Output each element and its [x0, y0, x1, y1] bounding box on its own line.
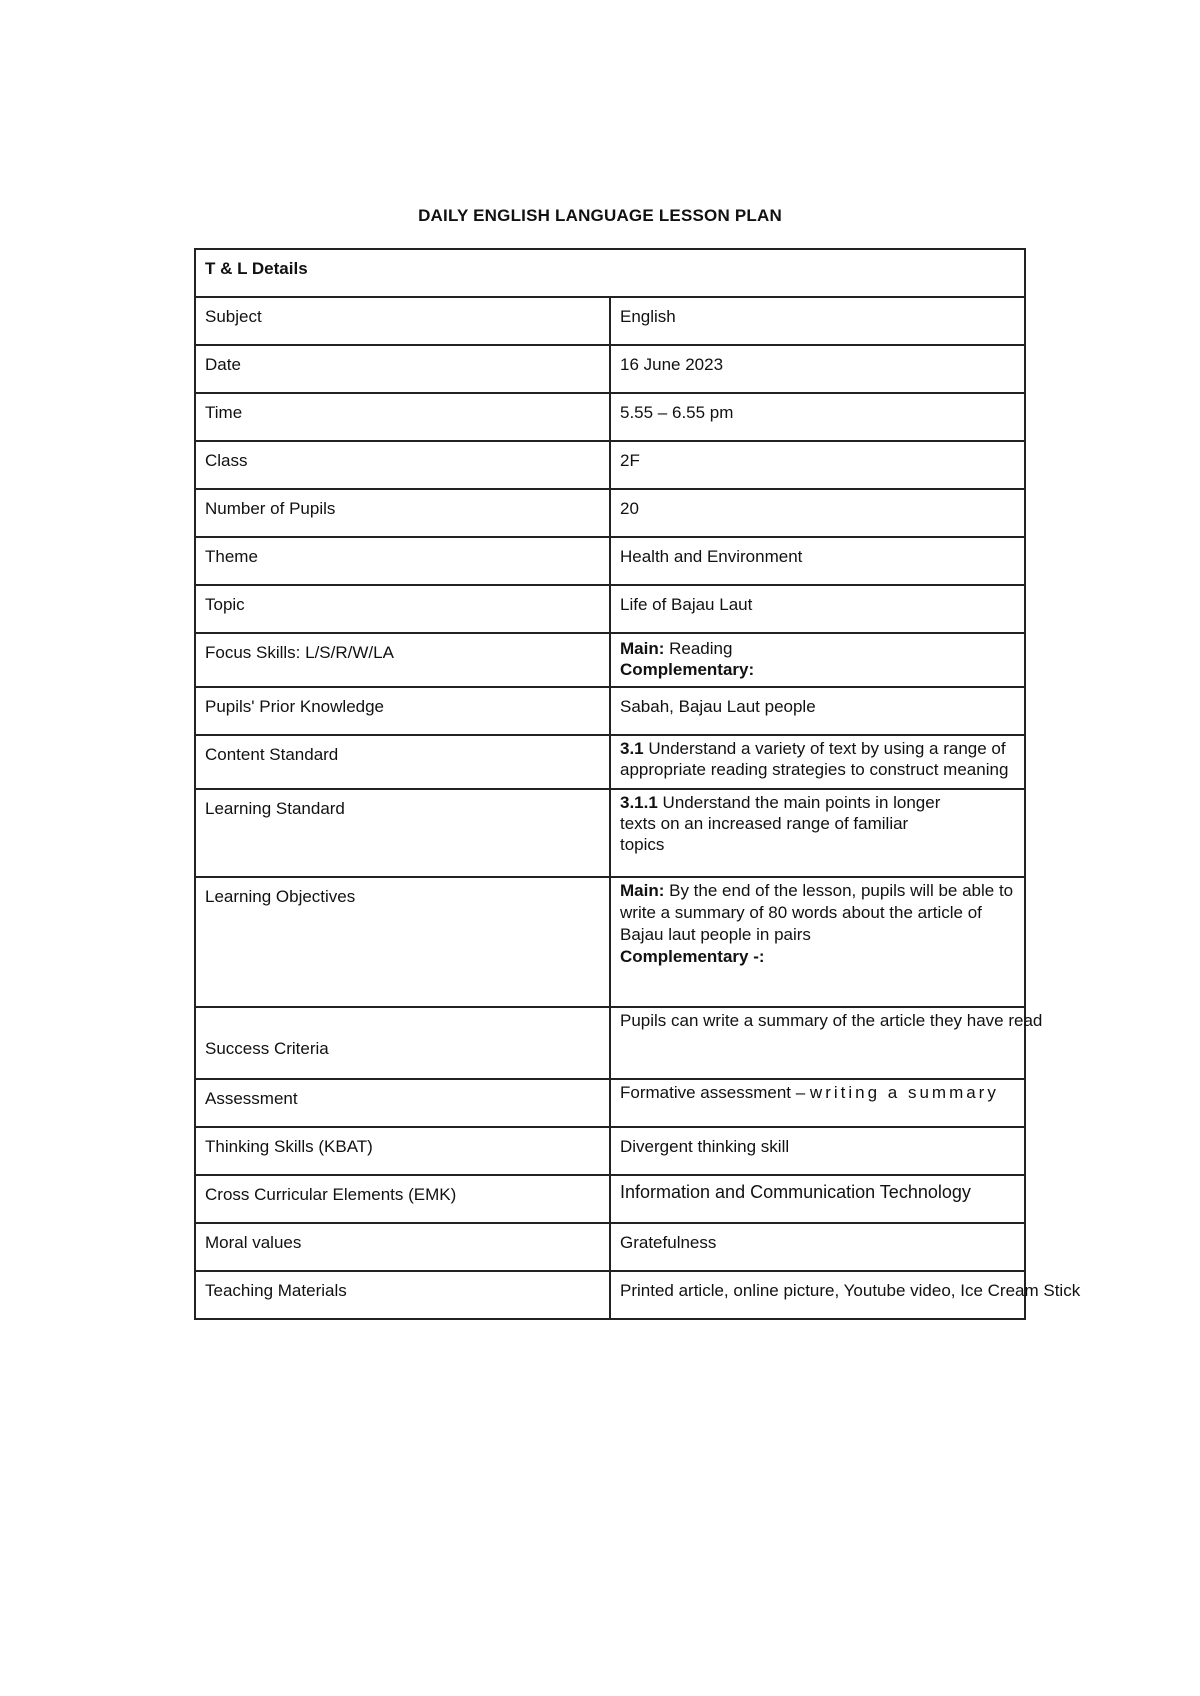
success-value: Pupils can write a summary of the article they have read	[610, 1007, 1025, 1079]
table-row	[195, 735, 1025, 789]
theme-label: Theme	[195, 537, 610, 585]
emk-value: Information and Communication Technology	[610, 1175, 1025, 1223]
content-code: 3.1	[620, 739, 644, 758]
page-title: DAILY ENGLISH LANGUAGE LESSON PLAN	[418, 206, 782, 225]
table-row	[195, 585, 1025, 633]
topic-label: Topic	[195, 585, 610, 633]
materials-label: Teaching Materials	[195, 1271, 610, 1319]
table-row	[195, 1127, 1025, 1175]
learning-std-value	[610, 789, 1025, 877]
objectives-value	[610, 877, 1025, 1007]
moral-label: Moral values	[195, 1223, 610, 1271]
focus-comp-label: Complementary:	[620, 660, 755, 679]
learning-std-code: 3.1.1	[620, 793, 658, 812]
table-row	[195, 345, 1025, 393]
date-label: Date	[195, 345, 610, 393]
table-row	[195, 297, 1025, 345]
thinking-label: Thinking Skills (KBAT)	[195, 1127, 610, 1175]
table-row	[195, 633, 1025, 687]
table-row	[195, 1223, 1025, 1271]
objectives-label: Learning Objectives	[195, 877, 610, 1007]
table-row	[195, 1007, 1025, 1079]
pupils-label: Number of Pupils	[195, 489, 610, 537]
moral-value: Gratefulness	[610, 1223, 1025, 1271]
table-row	[195, 1175, 1025, 1223]
objectives-comp-text: -:	[753, 947, 765, 966]
focus-label: Focus Skills: L/S/R/W/LA	[195, 633, 610, 687]
emk-label: Cross Curricular Elements (EMK)	[195, 1175, 610, 1223]
assessment-prefix: Formative assessment –	[620, 1083, 806, 1102]
subject-value: English	[610, 297, 1025, 345]
details-header: T & L Details	[195, 249, 1025, 297]
focus-main-value: Reading	[669, 639, 733, 658]
thinking-value: Divergent thinking skill	[610, 1127, 1025, 1175]
class-label: Class	[195, 441, 610, 489]
time-value: 5.55 – 6.55 pm	[610, 393, 1025, 441]
assessment-label: Assessment	[195, 1079, 610, 1127]
table-row	[195, 1079, 1025, 1127]
table-row	[195, 441, 1025, 489]
table-row	[195, 537, 1025, 585]
content-value	[610, 735, 1025, 789]
table-row	[195, 489, 1025, 537]
success-label: Success Criteria	[195, 1007, 610, 1079]
prior-value: Sabah, Bajau Laut people	[610, 687, 1025, 735]
learning-std-label: Learning Standard	[195, 789, 610, 877]
class-value: 2F	[610, 441, 1025, 489]
focus-value	[610, 633, 1025, 687]
table-row	[195, 877, 1025, 1007]
table-row	[195, 1271, 1025, 1319]
table-row	[195, 249, 1025, 297]
prior-label: Pupils' Prior Knowledge	[195, 687, 610, 735]
subject-label: Subject	[195, 297, 610, 345]
content-text: Understand a variety of text by using a range of appropriate reading strategies to construct meaning	[620, 739, 1009, 779]
table-row	[195, 789, 1025, 877]
theme-value: Health and Environment	[610, 537, 1025, 585]
learning-std-text: Understand the main points in longer texts on an increased range of familiar topics	[620, 793, 941, 854]
materials-value: Printed article, online picture, Youtube video, Ice Cream Stick	[610, 1271, 1025, 1319]
content-label: Content Standard	[195, 735, 610, 789]
assessment-spaced: writing a summary	[809, 1083, 999, 1102]
lesson-plan-table	[194, 248, 1081, 1320]
focus-main-label: Main:	[620, 639, 665, 658]
time-label: Time	[195, 393, 610, 441]
assessment-value	[610, 1079, 1025, 1127]
pupils-value: 20	[610, 489, 1025, 537]
topic-value: Life of Bajau Laut	[610, 585, 1025, 633]
objectives-main-text: By the end of the lesson, pupils will be able to write a summary of 80 words about the article of Bajau laut people in pairs	[620, 881, 1014, 944]
date-value: 16 June 2023	[610, 345, 1025, 393]
objectives-main-label: Main:	[620, 881, 665, 900]
objectives-comp-label: Complementary	[620, 947, 749, 966]
table-row	[195, 687, 1025, 735]
table-row	[195, 393, 1025, 441]
